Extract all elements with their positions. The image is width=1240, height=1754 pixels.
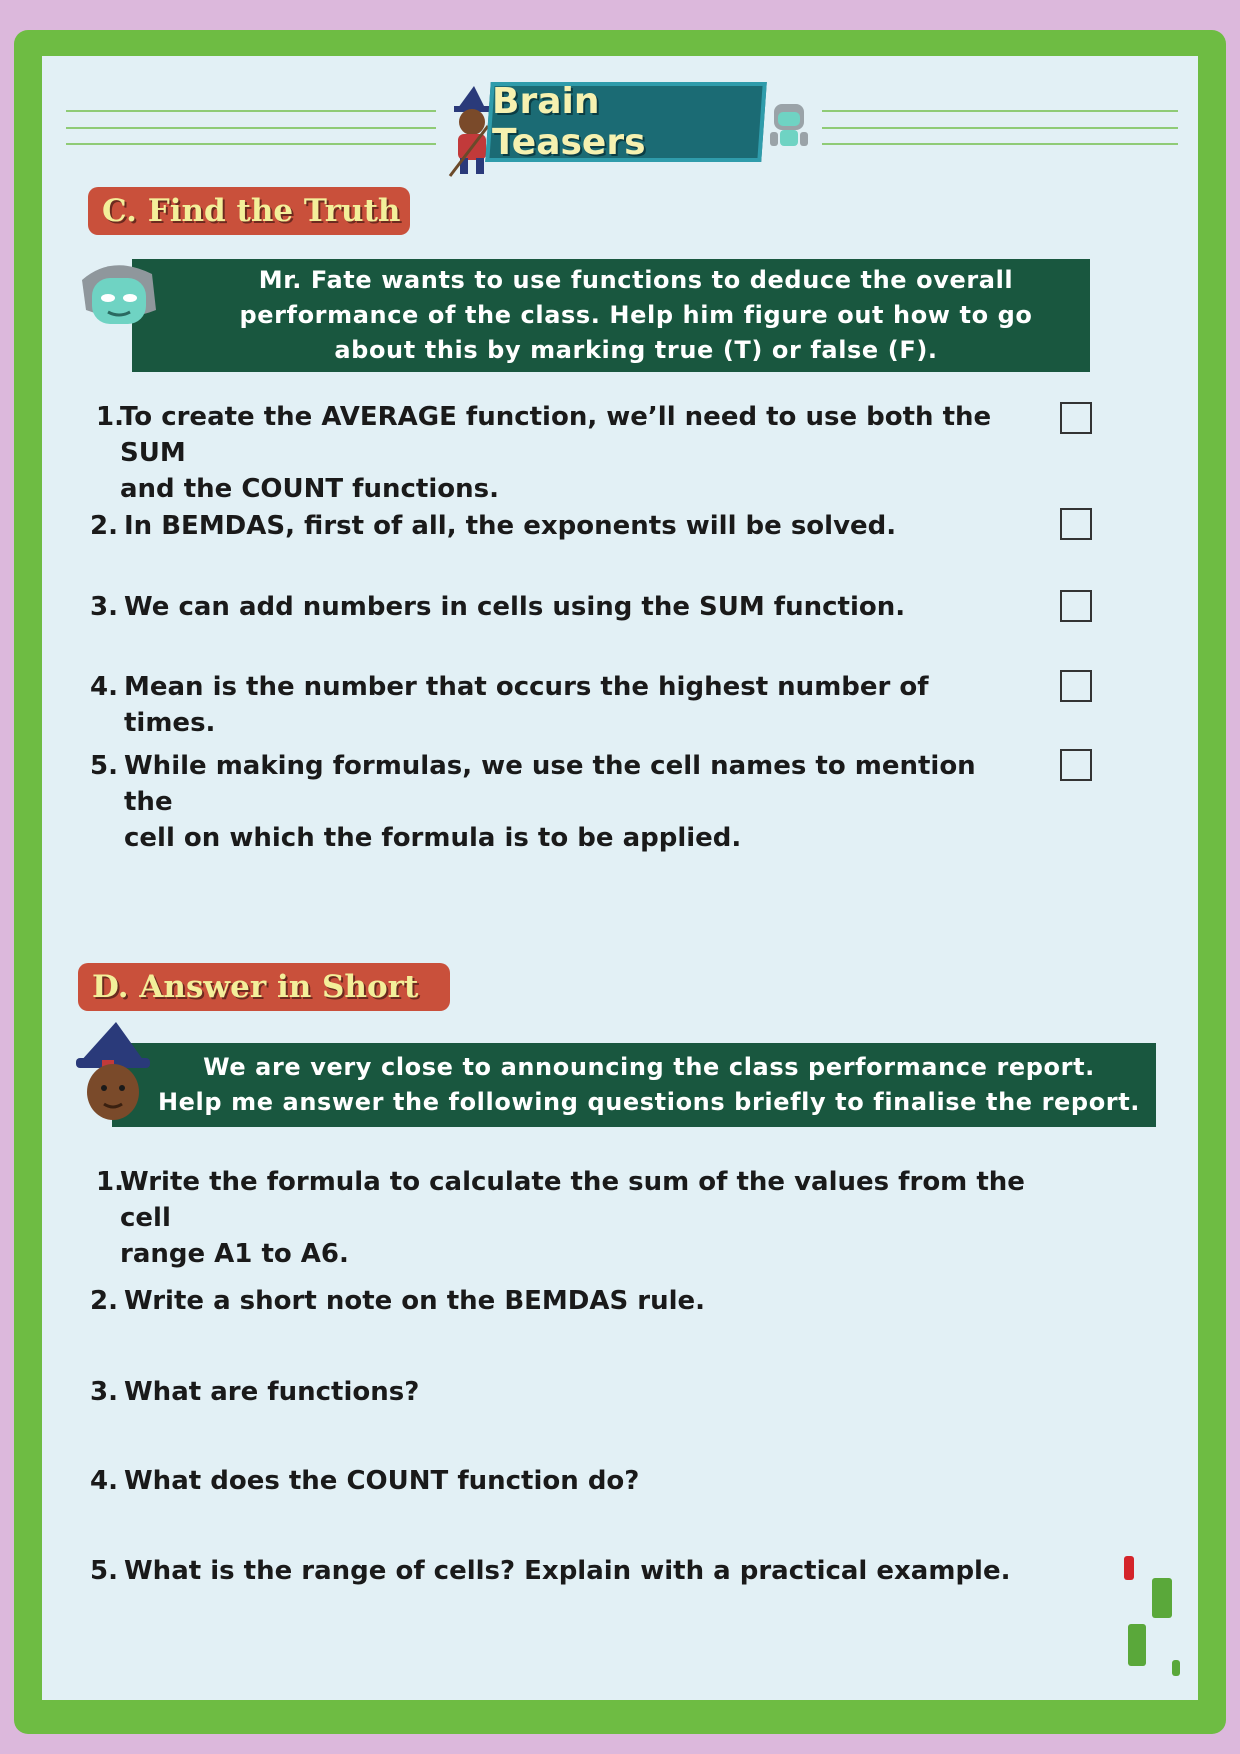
true-false-checkbox[interactable] xyxy=(1060,590,1092,622)
brain-teasers-banner xyxy=(485,82,767,162)
header-line xyxy=(822,143,1178,145)
statement-number: 3. xyxy=(90,592,118,622)
header-line xyxy=(822,127,1178,129)
header-line xyxy=(822,110,1178,112)
decorative-crayon xyxy=(1152,1578,1172,1618)
true-false-statement xyxy=(90,748,1010,856)
true-false-checkbox[interactable] xyxy=(1060,749,1092,781)
true-false-statement xyxy=(90,589,1010,625)
instruction-line: We are very close to announcing the class performance report. xyxy=(203,1053,1095,1081)
statement-number: 2. xyxy=(90,511,118,541)
question-number: 5. xyxy=(90,1556,118,1586)
question-number: 3. xyxy=(90,1377,118,1407)
section-c-instruction-box xyxy=(132,259,1090,372)
statement-text: In BEMDAS, first of all, the exponents will be solved. xyxy=(124,511,897,541)
question-text: What is the range of cells? Explain with a practical example. xyxy=(124,1556,1011,1586)
true-false-statement xyxy=(90,508,1010,544)
true-false-statement xyxy=(90,669,1010,741)
robot-mascot-icon xyxy=(766,100,812,156)
header-line xyxy=(66,127,436,129)
statement-number: 4. xyxy=(90,672,118,702)
statement-text: While making formulas, we use the cell names to mention the cell on which the formula is to be applied. xyxy=(124,751,976,853)
section-d-heading: D. Answer in Short xyxy=(78,963,450,1011)
instruction-line: Mr. Fate wants to use functions to deduce the overall xyxy=(258,266,1014,294)
short-answer-question xyxy=(90,1374,1070,1410)
wizard-mascot-icon xyxy=(74,1022,152,1124)
question-text: What does the COUNT function do? xyxy=(124,1466,640,1496)
short-answer-question xyxy=(90,1283,1070,1319)
section-d-instruction-box xyxy=(112,1043,1156,1127)
true-false-checkbox[interactable] xyxy=(1060,670,1092,702)
header-line xyxy=(66,110,436,112)
question-text: Write the formula to calculate the sum of the values from the cell range A1 to A6. xyxy=(120,1167,1025,1269)
banner-title: Brain Teasers xyxy=(492,81,646,163)
question-number: 2. xyxy=(90,1286,118,1316)
question-text: What are functions? xyxy=(124,1377,420,1407)
statement-text: We can add numbers in cells using the SUM function. xyxy=(124,592,906,622)
statement-text: Mean is the number that occurs the highest number of times. xyxy=(124,672,929,738)
short-answer-question xyxy=(90,1553,1070,1589)
header-line xyxy=(66,143,436,145)
decorative-crayon xyxy=(1124,1556,1134,1580)
true-false-checkbox[interactable] xyxy=(1060,508,1092,540)
true-false-checkbox[interactable] xyxy=(1060,402,1092,434)
short-answer-question xyxy=(96,1164,1076,1272)
short-answer-question xyxy=(90,1463,1070,1499)
instruction-line: about this by marking true (T) or false (F). xyxy=(334,336,938,364)
question-number: 4. xyxy=(90,1466,118,1496)
instruction-line: performance of the class. Help him figure out how to go xyxy=(239,301,1033,329)
section-c-heading: C. Find the Truth xyxy=(88,187,410,235)
robot-mascot-icon xyxy=(72,250,164,340)
question-text: Write a short note on the BEMDAS rule. xyxy=(124,1286,706,1316)
decorative-crayon xyxy=(1128,1624,1146,1666)
question-number: 1. xyxy=(96,1167,124,1197)
statement-text: To create the AVERAGE function, we’ll need to use both the SUM and the COUNT functions. xyxy=(120,402,992,504)
decorative-crayon xyxy=(1172,1660,1180,1676)
true-false-statement xyxy=(96,399,1016,507)
statement-number: 5. xyxy=(90,751,118,781)
statement-number: 1. xyxy=(96,402,124,432)
instruction-line: Help me answer the following questions briefly to finalise the report. xyxy=(157,1088,1141,1116)
